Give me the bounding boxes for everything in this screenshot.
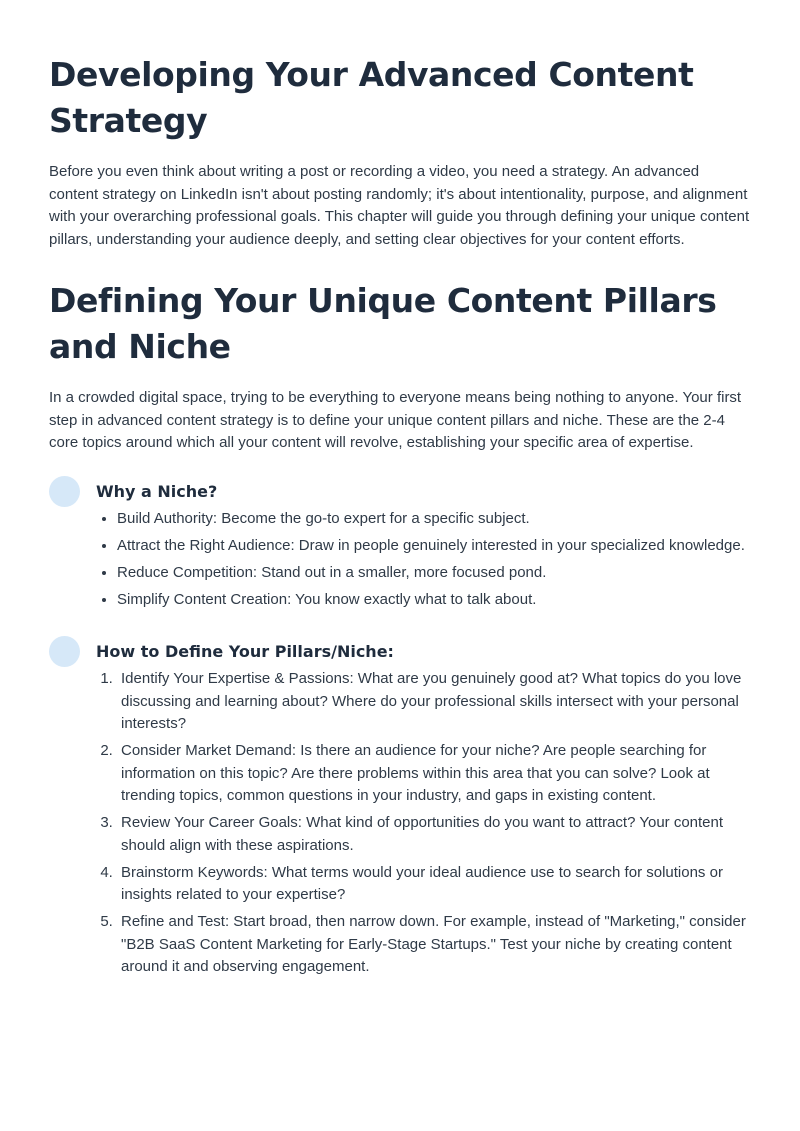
list-item: • Reduce Competition: Stand out in a smaller, more focused pond. xyxy=(117,562,752,585)
page-title: Developing Your Advanced Content Strategy xyxy=(49,55,694,140)
circle-bullet-icon xyxy=(49,476,80,507)
pillars-section xyxy=(49,278,752,979)
list-item: 3. Review Your Career Goals: What kind of opportunities do you want to attract? Your content should align with these aspirations. xyxy=(117,812,752,857)
intro-section xyxy=(49,161,752,251)
how-to-heading: How to Define Your Pillars/Niche: xyxy=(96,642,394,661)
why-niche-heading: Why a Niche? xyxy=(96,481,218,501)
circle-bullet-icon xyxy=(49,636,80,667)
list-item: 1. Identify Your Expertise & Passions: What are you genuinely good at? What topics do you love discussing and learning about? Where do your professional skills intersect with your personal interests? xyxy=(117,668,752,736)
how-to-list xyxy=(49,668,752,979)
list-item: 4. Brainstorm Keywords: What terms would your ideal audience use to search for solutions or insights related to your expertise? xyxy=(117,862,752,907)
why-niche-list xyxy=(49,508,752,612)
list-item: • Simplify Content Creation: You know exactly what to talk about. xyxy=(117,589,752,612)
list-item: 5. Refine and Test: Start broad, then narrow down. For example, instead of "Marketing," consider "B2B SaaS Content Marketing for Early-Stage Startups." Test your niche by creating content around it and observing engagement. xyxy=(117,911,752,979)
section-heading: Defining Your Unique Content Pillars and Niche xyxy=(49,281,717,366)
how-to-block xyxy=(49,636,752,979)
list-item: 2. Consider Market Demand: Is there an audience for your niche? Are people searching for information on this topic? Are there problems within this area that you can solve? Look at trending topics, common questions in your industry, and gaps in existing content. xyxy=(117,740,752,808)
list-item: • Build Authority: Become the go-to expert for a specific subject. xyxy=(117,508,752,531)
section-paragraph: In a crowded digital space, trying to be everything to everyone means being nothing to anyone. Your first step in advanced content strategy is to define your unique content pillars and niche. These are the 2-4 core topics around which all your content will revolve, establishing your specific area of expertise. xyxy=(49,389,742,451)
why-niche-block xyxy=(49,476,752,612)
intro-paragraph: Before you even think about writing a post or recording a video, you need a strategy. An advanced content strategy on LinkedIn isn't about posting randomly; it's about intentionality, purpose, and alignment with your overarching professional goals. This chapter will guide you through defining your unique content pillars, understanding your audience deeply, and setting clear objectives for your content efforts. xyxy=(49,163,750,248)
list-item: • Attract the Right Audience: Draw in people genuinely interested in your specialized knowledge. xyxy=(117,535,752,558)
